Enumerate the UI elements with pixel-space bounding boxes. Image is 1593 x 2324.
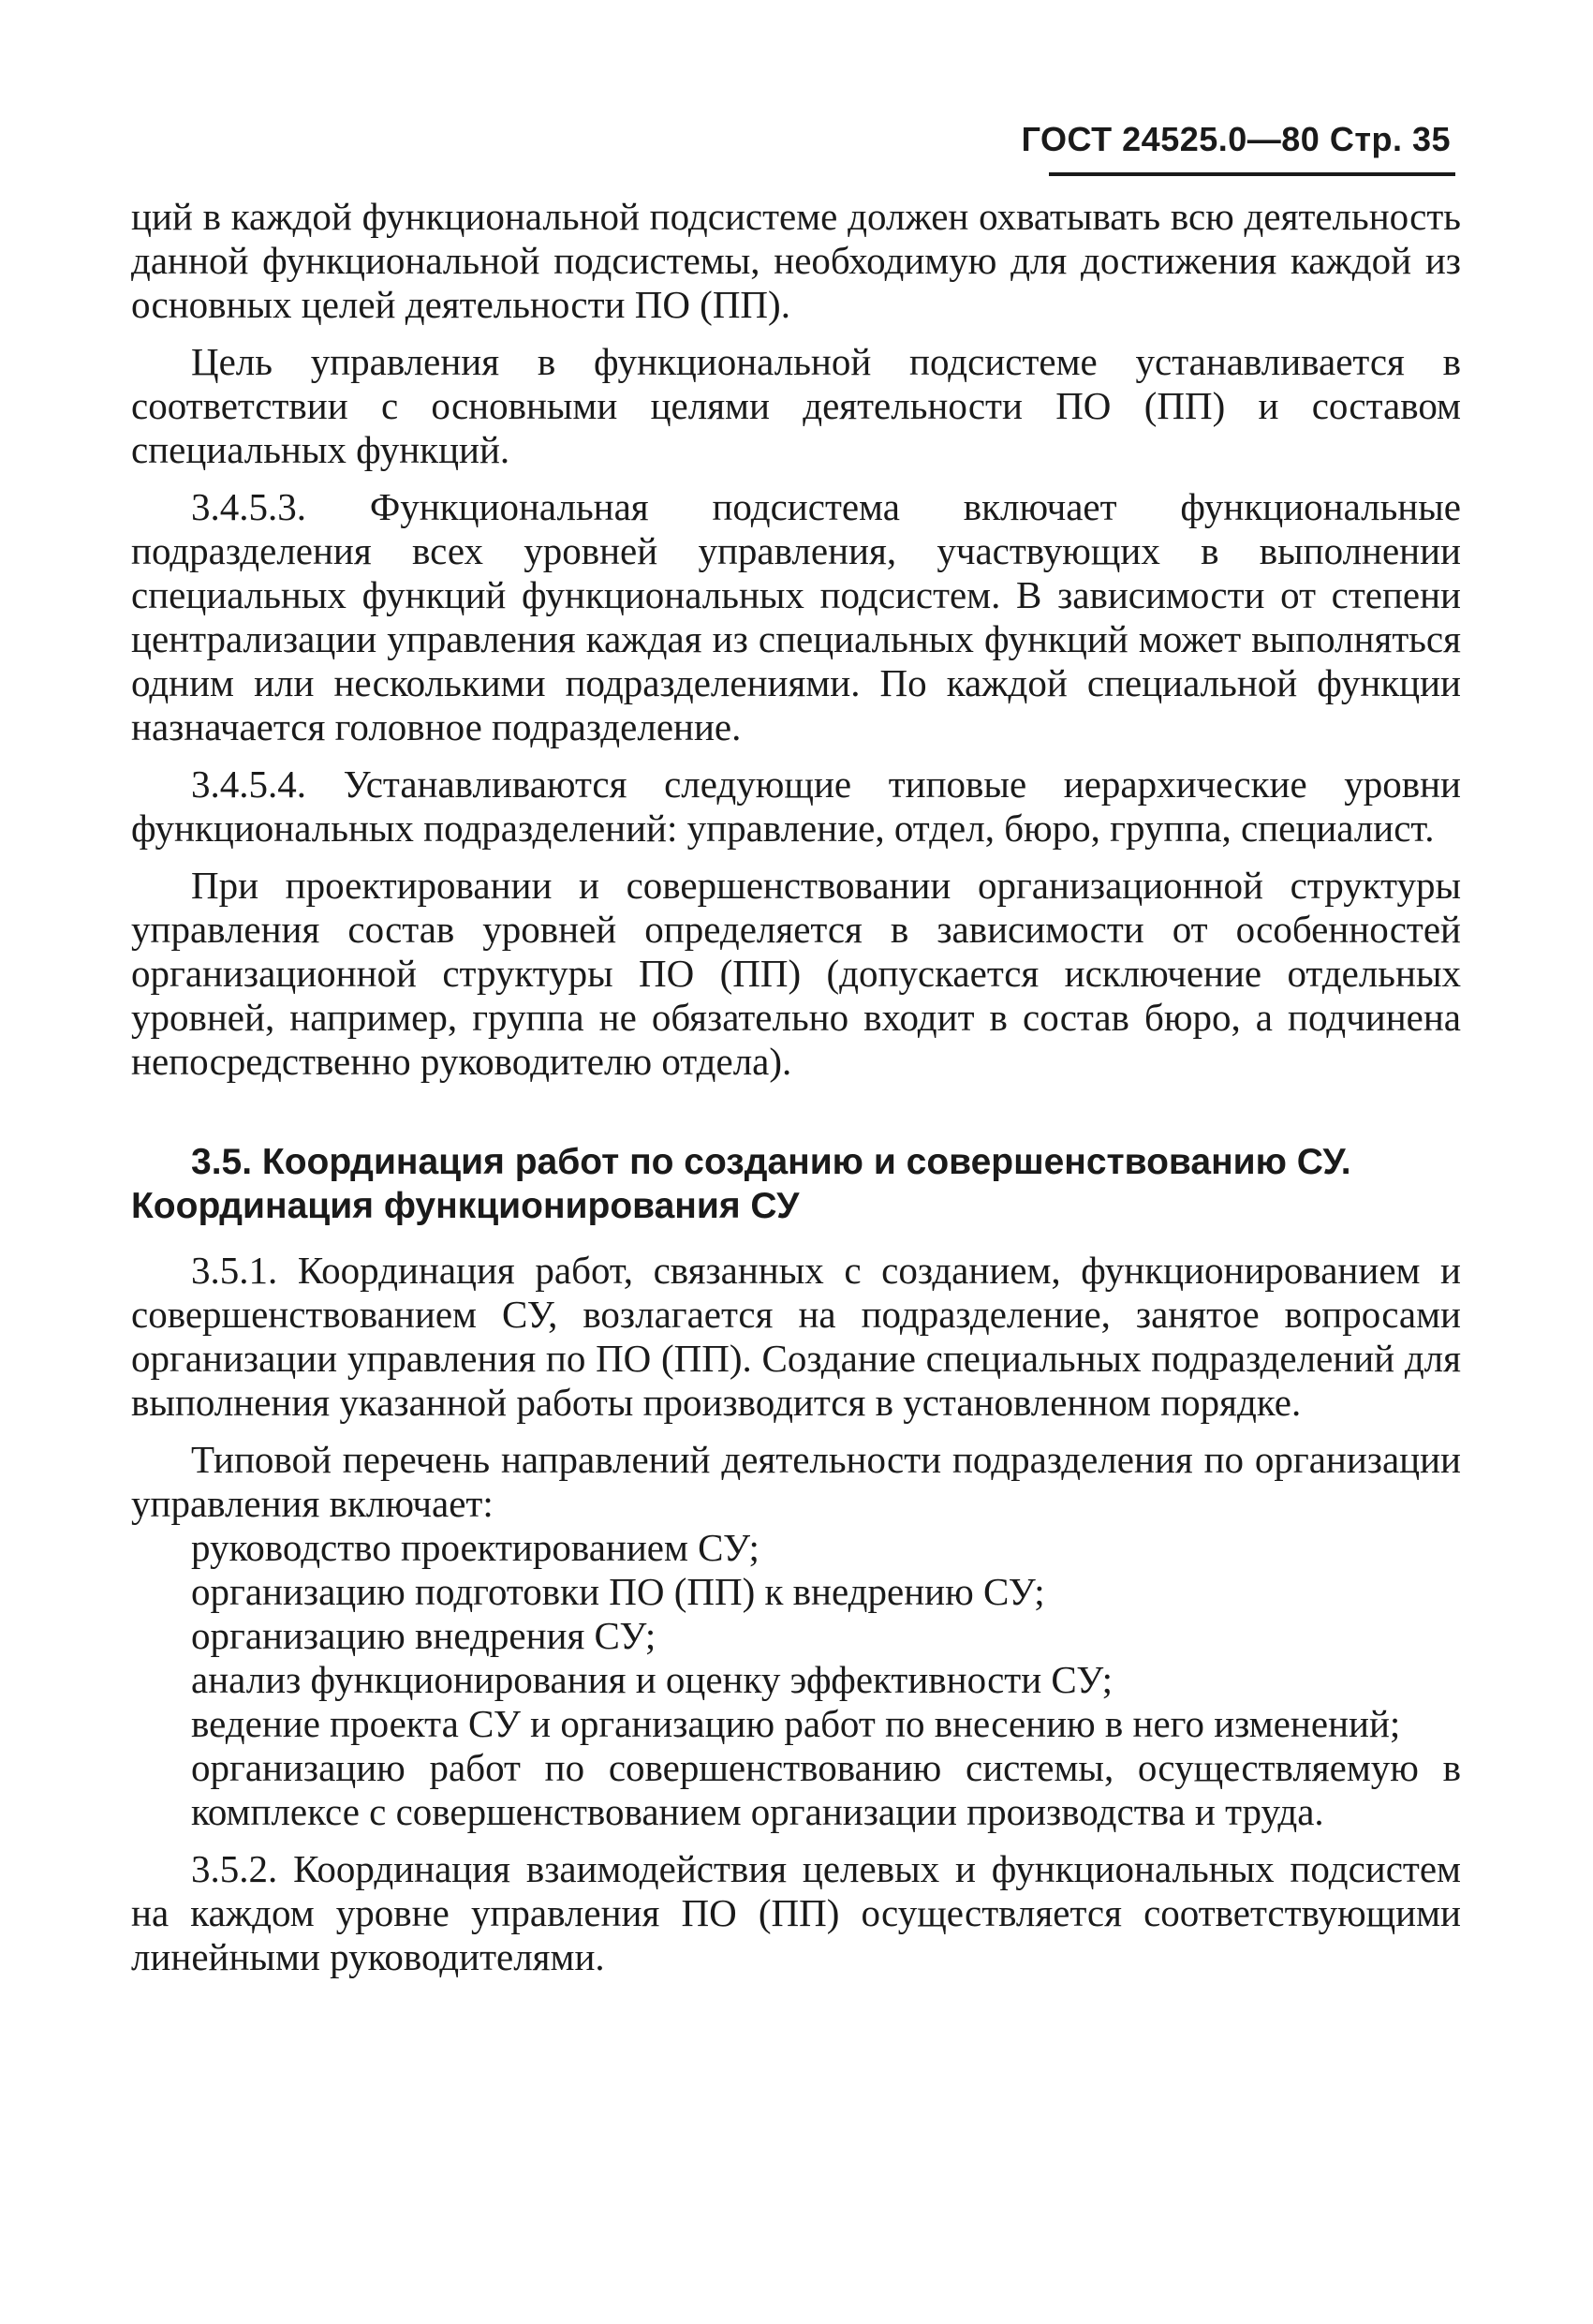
- list-item: ведение проекта СУ и организацию работ по внесению в него изменений;: [191, 1702, 1401, 1745]
- paragraph: При проектировании и совершенствовании организационной структуры управления состав уровней определяется в зависимости от особенностей организационной структуры ПО (ПП) (допускается исключение отдельных уровней, например, группа не обязательно входит в состав бюро, а подчинена непосредственно руководителю отдела).: [131, 864, 1461, 1083]
- header-rule: [1049, 172, 1455, 176]
- paragraph: 3.4.5.4. Устанавливаются следующие типовые иерархические уровни функциональных подразделений: управление, отдел, бюро, группа, специалист.: [131, 762, 1461, 850]
- document-body: [131, 195, 1461, 1979]
- section-heading: 3.5. Координация работ по созданию и совершенствованию СУ. Координация функционирования СУ: [131, 1142, 1351, 1226]
- list-item: анализ функционирования и оценку эффективности СУ;: [191, 1658, 1114, 1701]
- list-item: руководство проектированием СУ;: [191, 1526, 760, 1569]
- list-item: организацию внедрения СУ;: [191, 1614, 656, 1657]
- paragraph: ций в каждой функциональной подсистеме должен охватывать всю деятельность данной функциональной подсистемы, необходимую для достижения каждой из основных целей деятельности ПО (ПП).: [131, 195, 1461, 326]
- paragraph: 3.4.5.3. Функциональная подсистема включает функциональные подразделения всех уровней управления, участвующих в выполнении специальных функций функциональных подсистем. В зависимости от степени централизации управления каждая из специальных функций может выполняться одним или несколькими подразделениями. По каждой специальной функции назначается головное подразделение.: [131, 485, 1461, 748]
- list-item: организацию подготовки ПО (ПП) к внедрению СУ;: [191, 1570, 1045, 1613]
- activity-list: [131, 1526, 1461, 1834]
- paragraph: Типовой перечень направлений деятельности подразделения по организации управления включает:: [131, 1438, 1461, 1525]
- list-item: организацию работ по совершенствованию системы, осуществляемую в комплексе с совершенствованием организации производства и труда.: [191, 1746, 1461, 1833]
- page-header: ГОСТ 24525.0—80 Стр. 35: [1021, 120, 1451, 158]
- paragraph: Цель управления в функциональной подсистеме устанавливается в соответствии с основными целями деятельности ПО (ПП) и составом специальных функций.: [131, 340, 1461, 471]
- paragraph: 3.5.2. Координация взаимодействия целевых и функциональных подсистем на каждом уровне управления ПО (ПП) осуществляется соответствующими линейными руководителями.: [131, 1847, 1461, 1978]
- paragraph: 3.5.1. Координация работ, связанных с созданием, функционированием и совершенствованием СУ, возлагается на подразделение, занятое вопросами организации управления по ПО (ПП). Создание специальных подразделений для выполнения указанной работы производится в установленном порядке.: [131, 1249, 1461, 1424]
